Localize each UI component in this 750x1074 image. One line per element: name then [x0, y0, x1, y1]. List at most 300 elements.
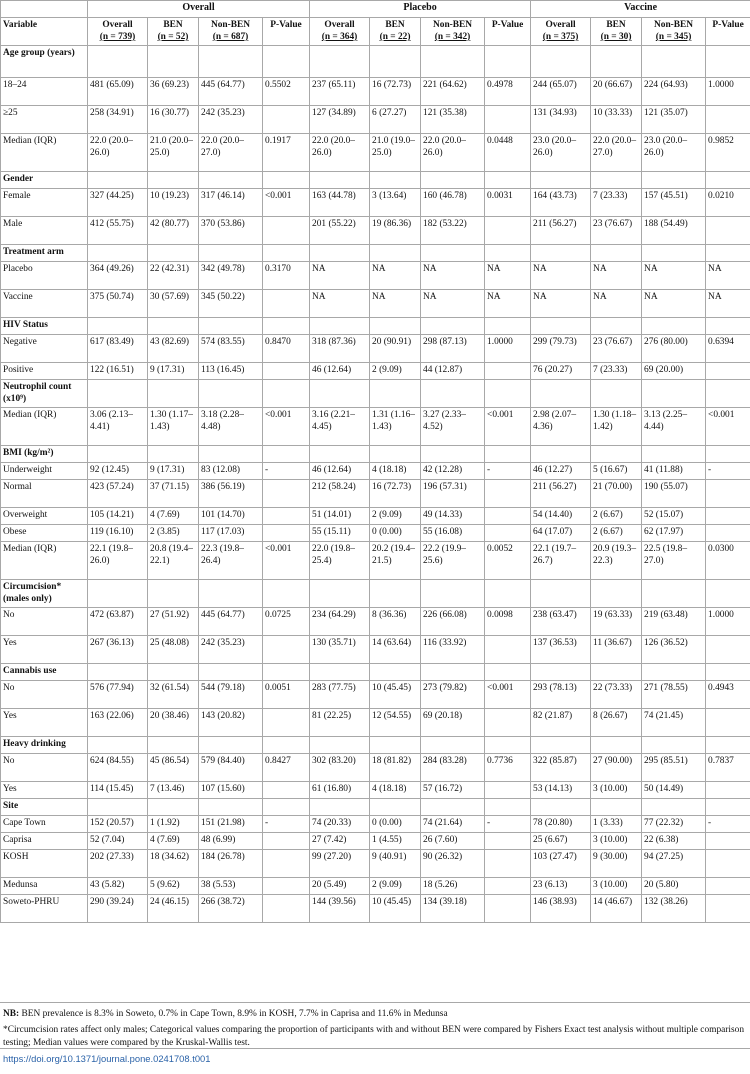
table-cell: 7 (23.33) [591, 363, 642, 380]
table-cell: 0.7736 [485, 754, 531, 782]
column-header-row [1, 18, 750, 46]
table-cell: 22.0 (20.0–26.0) [310, 134, 370, 172]
table-cell: 299 (79.73) [531, 335, 591, 363]
empty-cell [706, 46, 750, 78]
table-cell [706, 525, 750, 542]
table-cell: <0.001 [706, 408, 750, 446]
empty-cell [199, 380, 263, 408]
table-cell: 114 (15.45) [88, 782, 148, 799]
table-cell [263, 508, 310, 525]
empty-cell [421, 318, 485, 335]
empty-cell [642, 172, 706, 189]
doi-link[interactable]: https://doi.org/10.1371/journal.pone.0241708.t001 [3, 1053, 211, 1064]
table-cell: - [263, 816, 310, 833]
table-cell: 283 (77.75) [310, 681, 370, 709]
table-cell: 22.0 (19.8–25.4) [310, 542, 370, 580]
table-cell: 163 (22.06) [88, 709, 148, 737]
table-cell: 318 (87.36) [310, 335, 370, 363]
table-cell: 9 (17.31) [148, 363, 199, 380]
table-row [1, 262, 750, 290]
table-cell: <0.001 [263, 189, 310, 217]
table-cell: 99 (27.20) [310, 850, 370, 878]
group-header-row [1, 1, 750, 18]
table-cell: 273 (79.82) [421, 681, 485, 709]
table-cell: 190 (55.07) [642, 480, 706, 508]
table-cell: 103 (27.47) [531, 850, 591, 878]
table-cell: 62 (17.97) [642, 525, 706, 542]
table-cell: 36 (69.23) [148, 78, 199, 106]
table-row [1, 525, 750, 542]
table-cell: 0.4943 [706, 681, 750, 709]
table-cell: 1 (3.33) [591, 816, 642, 833]
section-label: Site [1, 799, 88, 816]
empty-cell [591, 380, 642, 408]
section-label: Gender [1, 172, 88, 189]
empty-cell [310, 799, 370, 816]
table-cell: 7 (23.33) [591, 189, 642, 217]
row-label: Yes [1, 709, 88, 737]
empty-cell [421, 245, 485, 262]
table-cell: 74 (20.33) [310, 816, 370, 833]
table-cell: 20.9 (19.3–22.3) [591, 542, 642, 580]
table-cell: 0.0098 [485, 608, 531, 636]
table-cell: 237 (65.11) [310, 78, 370, 106]
table-cell: 32 (61.54) [148, 681, 199, 709]
empty-cell [642, 446, 706, 463]
table-cell: 105 (14.21) [88, 508, 148, 525]
table-cell: 130 (35.71) [310, 636, 370, 664]
table-cell: 61 (16.80) [310, 782, 370, 799]
column-header: P-Value [485, 18, 531, 46]
table-cell: 14 (63.64) [370, 636, 421, 664]
empty-cell [263, 245, 310, 262]
table-cell: 54 (14.40) [531, 508, 591, 525]
table-cell: 182 (53.22) [421, 217, 485, 245]
table-cell: 1.30 (1.18–1.42) [591, 408, 642, 446]
table-cell: 5 (16.67) [591, 463, 642, 480]
column-header: Non-BEN (n = 687) [199, 18, 263, 46]
table-cell: 116 (33.92) [421, 636, 485, 664]
table-cell: 22.0 (20.0–27.0) [591, 134, 642, 172]
empty-cell [642, 799, 706, 816]
table-cell: 23 (76.67) [591, 217, 642, 245]
table-cell: 20 (38.46) [148, 709, 199, 737]
empty-cell [199, 664, 263, 681]
table-cell: 19 (63.33) [591, 608, 642, 636]
table-cell: NA [370, 290, 421, 318]
table-cell: 184 (26.78) [199, 850, 263, 878]
empty-cell [88, 664, 148, 681]
empty-cell [421, 46, 485, 78]
empty-cell [199, 799, 263, 816]
table-row [1, 217, 750, 245]
table-cell: 55 (15.11) [310, 525, 370, 542]
table-cell [263, 850, 310, 878]
table-row [1, 480, 750, 508]
table-cell: 10 (19.23) [148, 189, 199, 217]
empty-cell [421, 664, 485, 681]
row-label: Male [1, 217, 88, 245]
table-cell: 51 (14.01) [310, 508, 370, 525]
table-cell [485, 782, 531, 799]
table-row [1, 782, 750, 799]
table-cell: 46 (12.27) [531, 463, 591, 480]
table-cell: 481 (65.09) [88, 78, 148, 106]
empty-cell [88, 580, 148, 608]
table-cell: 298 (87.13) [421, 335, 485, 363]
table-cell: 126 (36.52) [642, 636, 706, 664]
table-cell: 579 (84.40) [199, 754, 263, 782]
table-cell: 2 (9.09) [370, 508, 421, 525]
table-cell: 345 (50.22) [199, 290, 263, 318]
empty-cell [148, 380, 199, 408]
empty-cell [531, 318, 591, 335]
column-header: Overall (n = 375) [531, 18, 591, 46]
table-cell: 42 (80.77) [148, 217, 199, 245]
empty-cell [531, 172, 591, 189]
table-row [1, 508, 750, 525]
table-cell: 0.1917 [263, 134, 310, 172]
table-cell: 20 (5.49) [310, 878, 370, 895]
table-cell [263, 709, 310, 737]
table-cell: 0.6394 [706, 335, 750, 363]
table-cell [263, 878, 310, 895]
empty-cell [531, 446, 591, 463]
section-row [1, 664, 750, 681]
empty-cell [148, 46, 199, 78]
table-cell: 0.0052 [485, 542, 531, 580]
empty-cell [88, 380, 148, 408]
table-cell: 22.3 (19.8–26.4) [199, 542, 263, 580]
table-cell [485, 106, 531, 134]
table-cell: 201 (55.22) [310, 217, 370, 245]
table-cell: 20 (90.91) [370, 335, 421, 363]
table-cell: 1.31 (1.16–1.43) [370, 408, 421, 446]
table-cell: 7 (13.46) [148, 782, 199, 799]
empty-cell [310, 380, 370, 408]
table-row [1, 189, 750, 217]
table-cell: 364 (49.26) [88, 262, 148, 290]
row-label: Yes [1, 636, 88, 664]
table-cell: 16 (72.73) [370, 480, 421, 508]
empty-cell [263, 664, 310, 681]
table-cell: NA [370, 262, 421, 290]
table-cell: 21.0 (20.0–25.0) [148, 134, 199, 172]
table-row [1, 878, 750, 895]
table-cell: 127 (34.89) [310, 106, 370, 134]
table-cell: 27 (7.42) [310, 833, 370, 850]
table-cell [263, 480, 310, 508]
table-cell: 24 (46.15) [148, 895, 199, 923]
table-body [1, 46, 750, 923]
table-cell: 10 (33.33) [591, 106, 642, 134]
empty-cell [485, 664, 531, 681]
table-cell: 1.30 (1.17–1.43) [148, 408, 199, 446]
table-cell: 386 (56.19) [199, 480, 263, 508]
table-cell: NA [310, 290, 370, 318]
empty-cell [706, 664, 750, 681]
table-cell [485, 636, 531, 664]
table-cell: 293 (78.13) [531, 681, 591, 709]
row-label: ≥25 [1, 106, 88, 134]
empty-cell [485, 580, 531, 608]
table-cell: 242 (35.23) [199, 636, 263, 664]
table-cell: 1 (4.55) [370, 833, 421, 850]
table-cell: 188 (54.49) [642, 217, 706, 245]
table-cell: 9 (30.00) [591, 850, 642, 878]
table-cell [706, 106, 750, 134]
table-cell: - [485, 463, 531, 480]
table-cell: 18 (5.26) [421, 878, 485, 895]
table-cell: 143 (20.82) [199, 709, 263, 737]
table-cell [706, 217, 750, 245]
empty-cell [421, 799, 485, 816]
table-cell: 49 (14.33) [421, 508, 485, 525]
group-header: Vaccine [531, 1, 750, 18]
table-cell: - [706, 463, 750, 480]
empty-cell [263, 446, 310, 463]
table-cell: 163 (44.78) [310, 189, 370, 217]
empty-cell [199, 318, 263, 335]
empty-cell [88, 172, 148, 189]
table-cell: 0.0031 [485, 189, 531, 217]
table-cell: 20.8 (19.4–22.1) [148, 542, 199, 580]
row-label: Female [1, 189, 88, 217]
table-cell [263, 217, 310, 245]
table-cell: 0 (0.00) [370, 525, 421, 542]
table-cell: 290 (39.24) [88, 895, 148, 923]
table-cell: 117 (17.03) [199, 525, 263, 542]
table-cell: 27 (90.00) [591, 754, 642, 782]
empty-cell [591, 46, 642, 78]
table-cell: 76 (20.27) [531, 363, 591, 380]
section-label: HIV Status [1, 318, 88, 335]
empty-cell [485, 446, 531, 463]
table-cell [485, 833, 531, 850]
empty-cell [591, 664, 642, 681]
section-label: Treatment arm [1, 245, 88, 262]
table-cell [706, 480, 750, 508]
table-cell: 258 (34.91) [88, 106, 148, 134]
table-cell: 0.7837 [706, 754, 750, 782]
empty-cell [706, 580, 750, 608]
table-cell: 2 (6.67) [591, 508, 642, 525]
table-cell: 43 (82.69) [148, 335, 199, 363]
empty-cell [370, 446, 421, 463]
empty-cell [485, 46, 531, 78]
row-label: Overweight [1, 508, 88, 525]
table-cell: 327 (44.25) [88, 189, 148, 217]
empty-cell [706, 737, 750, 754]
table-cell: 144 (39.56) [310, 895, 370, 923]
table-cell: 44 (12.87) [421, 363, 485, 380]
table-cell: 27 (51.92) [148, 608, 199, 636]
empty-cell [370, 380, 421, 408]
table-cell: 1.0000 [706, 78, 750, 106]
empty-cell [706, 799, 750, 816]
empty-cell [310, 737, 370, 754]
row-label: Normal [1, 480, 88, 508]
empty-cell [706, 245, 750, 262]
table-cell: 1.0000 [485, 335, 531, 363]
empty-cell [370, 580, 421, 608]
table-cell: 46 (12.64) [310, 463, 370, 480]
table-cell: 57 (16.72) [421, 782, 485, 799]
table-cell: 160 (46.78) [421, 189, 485, 217]
table-cell: 26 (7.60) [421, 833, 485, 850]
table-cell [485, 480, 531, 508]
section-row [1, 446, 750, 463]
table-cell: 196 (57.31) [421, 480, 485, 508]
table-cell: NA [421, 290, 485, 318]
divider [0, 1002, 750, 1003]
table-cell: 266 (38.72) [199, 895, 263, 923]
section-row [1, 799, 750, 816]
column-header: Overall (n = 739) [88, 18, 148, 46]
table-cell: 9 (40.91) [370, 850, 421, 878]
empty-cell [88, 46, 148, 78]
row-label: Vaccine [1, 290, 88, 318]
table-cell [263, 782, 310, 799]
table-cell [706, 833, 750, 850]
table-cell: NA [642, 262, 706, 290]
table-cell: 202 (27.33) [88, 850, 148, 878]
table-cell: 219 (63.48) [642, 608, 706, 636]
table-cell: 1.0000 [706, 608, 750, 636]
table-row [1, 681, 750, 709]
empty-cell [485, 799, 531, 816]
table-row [1, 78, 750, 106]
table-row [1, 363, 750, 380]
row-label: Median (IQR) [1, 408, 88, 446]
group-header: Placebo [310, 1, 531, 18]
table-cell [263, 106, 310, 134]
table-cell: NA [310, 262, 370, 290]
empty-cell [310, 245, 370, 262]
empty-cell [706, 318, 750, 335]
table-cell: 0.8427 [263, 754, 310, 782]
table-cell: NA [642, 290, 706, 318]
table-cell: 22.1 (19.8–26.0) [88, 542, 148, 580]
table-cell: 20 (66.67) [591, 78, 642, 106]
table-cell [706, 709, 750, 737]
table-cell: 50 (14.49) [642, 782, 706, 799]
table-cell: 122 (16.51) [88, 363, 148, 380]
table-cell: 22.5 (19.8–27.0) [642, 542, 706, 580]
empty-cell [88, 245, 148, 262]
group-header: Overall [88, 1, 310, 18]
empty-cell [591, 580, 642, 608]
table-cell: 22.1 (19.7–26.7) [531, 542, 591, 580]
section-row [1, 245, 750, 262]
table-cell: NA [485, 262, 531, 290]
table-cell: 242 (35.23) [199, 106, 263, 134]
table-cell: 8 (26.67) [591, 709, 642, 737]
table-cell: 6 (27.27) [370, 106, 421, 134]
corner-cell [1, 1, 88, 18]
table-cell: 64 (17.07) [531, 525, 591, 542]
empty-cell [263, 737, 310, 754]
table-cell [706, 782, 750, 799]
table-cell: 21.0 (19.0–25.0) [370, 134, 421, 172]
empty-cell [88, 318, 148, 335]
table-cell [263, 363, 310, 380]
table-cell: NA [485, 290, 531, 318]
table-cell: NA [706, 290, 750, 318]
empty-cell [148, 318, 199, 335]
table-row [1, 754, 750, 782]
empty-cell [148, 580, 199, 608]
table-cell: 244 (65.07) [531, 78, 591, 106]
table-cell [485, 525, 531, 542]
table-cell: 94 (27.25) [642, 850, 706, 878]
table-cell: 23.0 (20.0–26.0) [642, 134, 706, 172]
row-label: Placebo [1, 262, 88, 290]
empty-cell [310, 46, 370, 78]
table-cell: - [706, 816, 750, 833]
table-cell: 137 (36.53) [531, 636, 591, 664]
table-cell: 16 (72.73) [370, 78, 421, 106]
table-cell: 211 (56.27) [531, 217, 591, 245]
table-row [1, 542, 750, 580]
table-cell: 22.0 (20.0–26.0) [88, 134, 148, 172]
table-cell: 617 (83.49) [88, 335, 148, 363]
table-cell: 3.16 (2.21–4.45) [310, 408, 370, 446]
row-label: Positive [1, 363, 88, 380]
table-cell: 5 (9.62) [148, 878, 199, 895]
empty-cell [642, 580, 706, 608]
table-row [1, 816, 750, 833]
table-cell: 30 (57.69) [148, 290, 199, 318]
table-cell: 14 (46.67) [591, 895, 642, 923]
row-label: Negative [1, 335, 88, 363]
empty-cell [642, 245, 706, 262]
table-cell: 20.2 (19.4–21.5) [370, 542, 421, 580]
table-cell: 22.2 (19.9–25.6) [421, 542, 485, 580]
table-cell: 0.0448 [485, 134, 531, 172]
table-cell: 2 (6.67) [591, 525, 642, 542]
table-cell: <0.001 [485, 408, 531, 446]
table-cell: 3 (10.00) [591, 878, 642, 895]
table-cell: 0.0210 [706, 189, 750, 217]
section-label: Age group (years) [1, 46, 88, 78]
table-cell [263, 525, 310, 542]
table-cell: 41 (11.88) [642, 463, 706, 480]
table-cell: 38 (5.53) [199, 878, 263, 895]
empty-cell [310, 446, 370, 463]
table-cell: 2 (3.85) [148, 525, 199, 542]
table-cell: 4 (7.69) [148, 833, 199, 850]
table-cell: 22.0 (20.0–26.0) [421, 134, 485, 172]
section-label: Circumcision* (males only) [1, 580, 88, 608]
table-cell: 0.0051 [263, 681, 310, 709]
table-cell: 81 (22.25) [310, 709, 370, 737]
empty-cell [706, 380, 750, 408]
empty-cell [88, 799, 148, 816]
table-cell: 375 (50.74) [88, 290, 148, 318]
table-row [1, 709, 750, 737]
empty-cell [531, 46, 591, 78]
table-cell: 22 (42.31) [148, 262, 199, 290]
table-cell: 16 (30.77) [148, 106, 199, 134]
empty-cell [485, 318, 531, 335]
empty-cell [199, 245, 263, 262]
empty-cell [591, 446, 642, 463]
table-cell: 271 (78.55) [642, 681, 706, 709]
row-label: Caprisa [1, 833, 88, 850]
column-header: Overall (n = 364) [310, 18, 370, 46]
table-cell: 302 (83.20) [310, 754, 370, 782]
